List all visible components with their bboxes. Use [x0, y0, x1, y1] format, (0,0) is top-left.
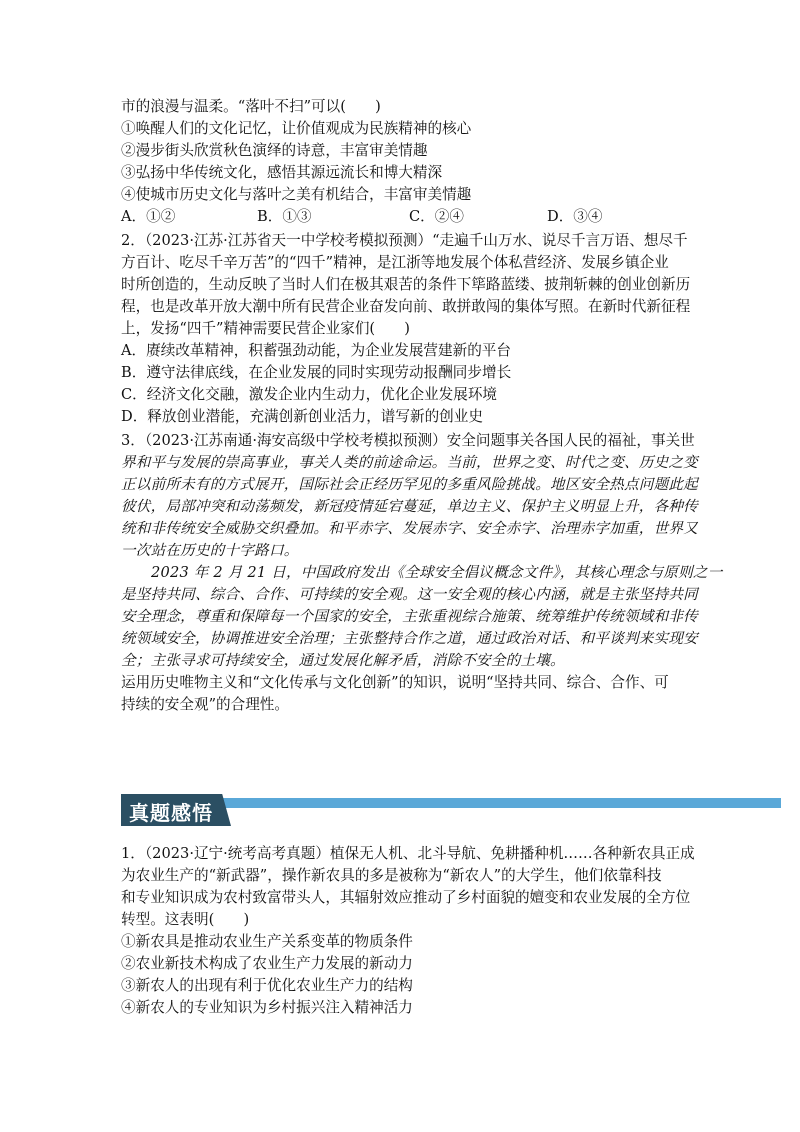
prev-question-item-1: ①唤醒人们的文化记忆，让价值观成为民族精神的核心 — [121, 120, 472, 137]
real-q1-stem-line-4: 转型。这表明( ) — [121, 911, 250, 928]
q3-material2-line-2: 是坚持共同、综合、合作、可持续的安全观。这一安全观的核心内涵，就是主张坚持共同 — [121, 586, 698, 603]
q3-material-line-6: 一次站在历史的十字路口。 — [121, 542, 299, 559]
q2-stem-line-2: 方百计、吃尽千辛万苦”的“四千”精神，是江浙等地发展个体私营经济、发展乡镇企业 — [121, 254, 669, 271]
option-c[interactable]: C．②④ — [409, 208, 464, 225]
real-q1-item-2: ②农业新技术构成了农业生产力发展的新动力 — [121, 955, 413, 972]
real-q1-item-3: ③新农人的出现有利于优化农业生产力的结构 — [121, 977, 413, 994]
q3-material2-line-5: 全；主张寻求可持续安全，通过发展化解矛盾，消除不安全的土壤。 — [121, 652, 565, 669]
q2-option-b[interactable]: B．遵守法律底线，在企业发展的同时实现劳动报酬同步增长 — [121, 364, 512, 381]
real-q1-item-1: ①新农具是推动农业生产关系变革的物质条件 — [121, 933, 413, 950]
q3-material-line-3: 正以前所未有的方式展开，国际社会正经历罕见的多重风险挑战。地区安全热点问题此起 — [121, 476, 698, 493]
real-q1-stem-line-1: 1．（2023·辽宁·统考高考真题）植保无人机、北斗导航、免耕播种机……各种新农具正成 — [121, 845, 695, 862]
q3-material-line-4: 彼伏，局部冲突和动荡频发，新冠疫情延宕蔓延，单边主义、保护主义明显上升，各种传 — [121, 498, 698, 515]
q3-material-line-2: 界和平与发展的崇高事业，事关人类的前途命运。当前，世界之变、时代之变、历史之变 — [121, 454, 698, 471]
question-block-top — [121, 96, 723, 716]
q2-stem-line-4: 程，也是改革开放大潮中所有民营企业奋发向前、敢拼敢闯的集体写照。在新时代新征程 — [121, 298, 691, 315]
prev-question-options — [121, 206, 681, 228]
q3-ask-line-2: 持续的安全观”的合理性。 — [121, 696, 289, 713]
banner-title: 真题感悟 — [129, 801, 213, 825]
prev-question-item-2: ②漫步街头欣赏秋色演绎的诗意，丰富审美情趣 — [121, 142, 428, 159]
q3-material-line-5: 统和非传统安全威胁交织叠加。和平赤字、发展赤字、安全赤字、治理赤字加重，世界又 — [121, 520, 698, 537]
q2-option-d[interactable]: D．释放创业潜能，充满创新创业活力，谱写新的创业史 — [121, 408, 483, 425]
prev-question-item-4: ④使城市历史文化与落叶之美有机结合，丰富审美情趣 — [121, 186, 472, 203]
q3-material2-line-4: 统领域安全，协调推进安全治理；主张整持合作之道，通过政治对话、和平谈判来实现安 — [121, 630, 698, 647]
section-banner — [121, 794, 781, 826]
q3-stem-line-1: 3．（2023·江苏南通·海安高级中学校考模拟预测）安全问题事关各国人民的福祉，事关世 — [121, 432, 695, 449]
option-d[interactable]: D．③④ — [547, 208, 603, 225]
banner-strip — [201, 798, 781, 808]
q3-material2-line-3: 安全理念，尊重和保障每一个国家的安全，主张重视综合施策、统筹维护传统领域和非传 — [121, 608, 698, 625]
q2-stem-line-3: 时所创造的，生动反映了当时人们在极其艰苦的条件下筚路蓝缕、披荆斩棘的创业创新历 — [121, 276, 691, 293]
q2-stem-line-1: 2．（2023·江苏·江苏省天一中学校考模拟预测）“走遍千山万水、说尽千言万语、想尽千 — [121, 232, 688, 249]
q2-option-c[interactable]: C．经济文化交融，激发企业内生动力，优化企业发展环境 — [121, 386, 498, 403]
question-block-real — [121, 843, 695, 1019]
real-q1-stem-line-3: 和专业知识成为农村致富带头人，其辐射效应推动了乡村面貌的嬗变和农业发展的全方位 — [121, 889, 691, 906]
option-b[interactable]: B．①③ — [257, 208, 312, 225]
q2-stem-line-5: 上，发扬“四千”精神需要民营企业家们( ) — [121, 320, 410, 337]
prev-question-stem: 市的浪漫与温柔。“落叶不扫”可以( ) — [121, 98, 381, 115]
option-a[interactable]: A．①② — [121, 208, 176, 225]
real-q1-item-4: ④新农人的专业知识为乡村振兴注入精神活力 — [121, 999, 413, 1016]
q2-option-a[interactable]: A．赓续改革精神，积蓄强劲动能，为企业发展营建新的平台 — [121, 342, 511, 359]
real-q1-stem-line-2: 为农业生产的“新武器”，操作新农具的多是被称为“新农人”的大学生，他们依靠科技 — [121, 867, 662, 884]
prev-question-item-3: ③弘扬中华传统文化，感悟其源远流长和博大精深 — [121, 164, 443, 181]
q3-ask-line-1: 运用历史唯物主义和“文化传承与文化创新”的知识，说明“坚持共同、综合、合作、可 — [121, 674, 669, 691]
q3-material2-line-1: 2023 年 2 月 21 日，中国政府发出《全球安全倡议概念文件》，其核心理念与原则之一 — [151, 564, 723, 581]
